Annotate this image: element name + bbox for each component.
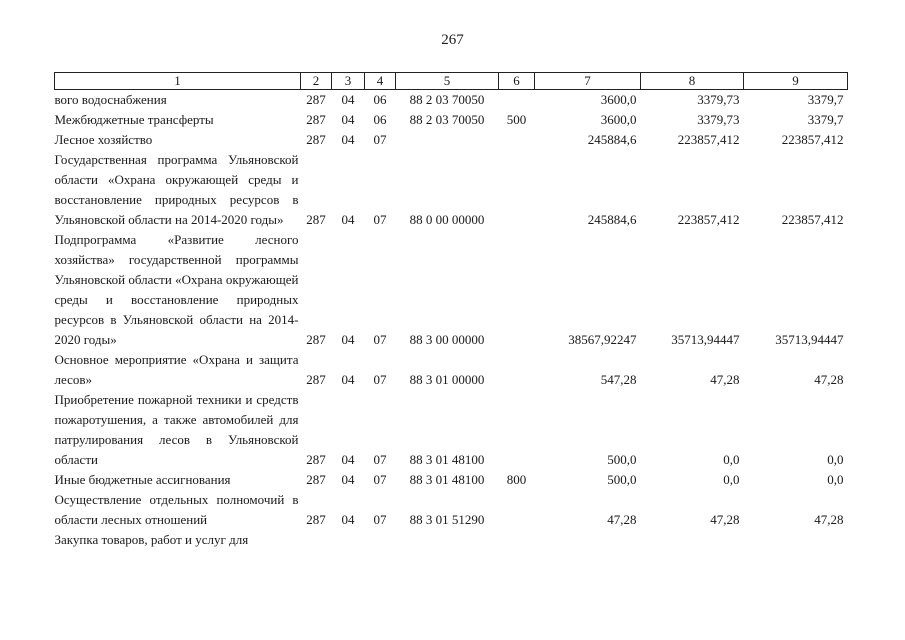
cell-col6 <box>499 530 535 550</box>
cell-col4: 07 <box>373 512 387 527</box>
cell-col6 <box>499 150 535 230</box>
cell-col4: 06 <box>373 92 387 107</box>
cell-col6 <box>499 230 535 350</box>
cell-col4: 07 <box>373 372 387 387</box>
cell-col8: 3379,73 <box>697 92 740 107</box>
row-name: Основное мероприятие «Охрана и защита лесов» <box>54 352 299 387</box>
cell-col4: 07 <box>373 332 387 347</box>
cell-col8: 0,0 <box>723 452 740 467</box>
cell-col5 <box>396 530 499 550</box>
cell-col8: 3379,73 <box>697 112 740 127</box>
cell-col6 <box>499 350 535 390</box>
table-row <box>55 470 848 490</box>
cell-col2 <box>301 530 332 550</box>
cell-col9: 47,28 <box>814 372 844 387</box>
column-header: 4 <box>365 73 396 90</box>
cell-col7: 3600,0 <box>600 92 637 107</box>
cell-col5: 88 3 01 48100 <box>409 472 485 487</box>
cell-col7: 500,0 <box>607 452 637 467</box>
cell-col8: 223857,412 <box>677 132 740 147</box>
column-header: 3 <box>332 73 365 90</box>
cell-col5: 88 0 00 00000 <box>409 212 485 227</box>
cell-col7: 3600,0 <box>600 112 637 127</box>
cell-col8: 47,28 <box>710 512 740 527</box>
cell-col3: 04 <box>341 112 355 127</box>
cell-col8: 47,28 <box>710 372 740 387</box>
cell-col3: 04 <box>341 372 355 387</box>
row-name: Иные бюджетные ассигнования <box>54 472 231 487</box>
cell-col6 <box>499 490 535 530</box>
row-name: Подпрограмма «Развитие лесного хозяйства» государственной программы Ульяновской области «Охрана окружающей среды и восстановление природных ресурсов в Ульяновской области на 2014-2020 годы» <box>54 232 299 347</box>
cell-col9: 223857,412 <box>781 212 844 227</box>
cell-col3: 04 <box>341 472 355 487</box>
page-number: 267 <box>441 32 464 48</box>
cell-col2: 287 <box>306 332 326 347</box>
row-name: Лесное хозяйство <box>54 132 153 147</box>
cell-col2: 287 <box>306 472 326 487</box>
row-name: вого водоснабжения <box>54 92 167 107</box>
table-row <box>55 530 848 550</box>
cell-col3: 04 <box>341 512 355 527</box>
column-header: 5 <box>396 73 499 90</box>
cell-col3: 04 <box>341 212 355 227</box>
cell-col2: 287 <box>306 92 326 107</box>
cell-col4: 07 <box>373 132 387 147</box>
table-row <box>55 390 848 470</box>
row-name: Государственная программа Ульяновской области «Охрана окружающей среды и восстановление природных ресурсов в Ульяновской области на 2014-2020 годы» <box>54 152 299 227</box>
cell-col2: 287 <box>306 112 326 127</box>
table-row <box>55 350 848 390</box>
cell-col6: 500 <box>506 112 527 127</box>
cell-col5: 88 3 00 00000 <box>409 332 485 347</box>
cell-col5 <box>396 130 499 150</box>
cell-col5: 88 3 01 00000 <box>409 372 485 387</box>
cell-col8: 0,0 <box>723 472 740 487</box>
cell-col7: 245884,6 <box>587 212 637 227</box>
column-header: 9 <box>744 73 848 90</box>
cell-col8 <box>641 530 744 550</box>
cell-col8: 223857,412 <box>677 212 740 227</box>
cell-col8: 35713,94447 <box>671 332 740 347</box>
cell-col9 <box>744 530 848 550</box>
cell-col9: 3379,7 <box>807 92 844 107</box>
table-row <box>55 150 848 230</box>
cell-col5: 88 3 01 51290 <box>409 512 485 527</box>
table-row <box>55 490 848 530</box>
column-header: 8 <box>641 73 744 90</box>
cell-col3: 04 <box>341 132 355 147</box>
cell-col3: 04 <box>341 332 355 347</box>
cell-col2: 287 <box>306 452 326 467</box>
cell-col6: 800 <box>506 472 527 487</box>
cell-col9: 0,0 <box>827 472 844 487</box>
column-header: 1 <box>55 73 301 90</box>
cell-col6 <box>499 90 535 111</box>
cell-col4 <box>365 530 396 550</box>
row-name: Осуществление отдельных полномочий в области лесных отношений <box>54 492 299 527</box>
cell-col3: 04 <box>341 92 355 107</box>
column-header: 7 <box>535 73 641 90</box>
column-header: 6 <box>499 73 535 90</box>
cell-col2: 287 <box>306 372 326 387</box>
budget-table <box>54 72 848 550</box>
cell-col6 <box>499 130 535 150</box>
table-row <box>55 130 848 150</box>
row-name: Межбюджетные трансферты <box>54 112 214 127</box>
cell-col7 <box>535 530 641 550</box>
table-row <box>55 110 848 130</box>
cell-col4: 07 <box>373 472 387 487</box>
cell-col9: 35713,94447 <box>775 332 844 347</box>
cell-col2: 287 <box>306 132 326 147</box>
cell-col3 <box>332 530 365 550</box>
cell-col9: 3379,7 <box>807 112 844 127</box>
row-name: Приобретение пожарной техники и средств пожаротушения, а также автомобилей для патрулирования лесов в Ульяновской области <box>54 392 299 467</box>
cell-col7: 38567,92247 <box>568 332 637 347</box>
cell-col2: 287 <box>306 212 326 227</box>
cell-col9: 47,28 <box>814 512 844 527</box>
table-header-row <box>55 73 848 90</box>
cell-col7: 547,28 <box>600 372 637 387</box>
cell-col5: 88 2 03 70050 <box>409 92 485 107</box>
cell-col7: 500,0 <box>607 472 637 487</box>
cell-col6 <box>499 390 535 470</box>
cell-col7: 47,28 <box>607 512 637 527</box>
cell-col4: 07 <box>373 452 387 467</box>
cell-col7: 245884,6 <box>587 132 637 147</box>
row-name: Закупка товаров, работ и услуг для <box>54 532 249 547</box>
cell-col5: 88 2 03 70050 <box>409 112 485 127</box>
cell-col9: 223857,412 <box>781 132 844 147</box>
cell-col4: 07 <box>373 212 387 227</box>
cell-col4: 06 <box>373 112 387 127</box>
cell-col3: 04 <box>341 452 355 467</box>
cell-col5: 88 3 01 48100 <box>409 452 485 467</box>
table-row <box>55 90 848 111</box>
cell-col2: 287 <box>306 512 326 527</box>
table-row <box>55 230 848 350</box>
column-header: 2 <box>301 73 332 90</box>
cell-col9: 0,0 <box>827 452 844 467</box>
